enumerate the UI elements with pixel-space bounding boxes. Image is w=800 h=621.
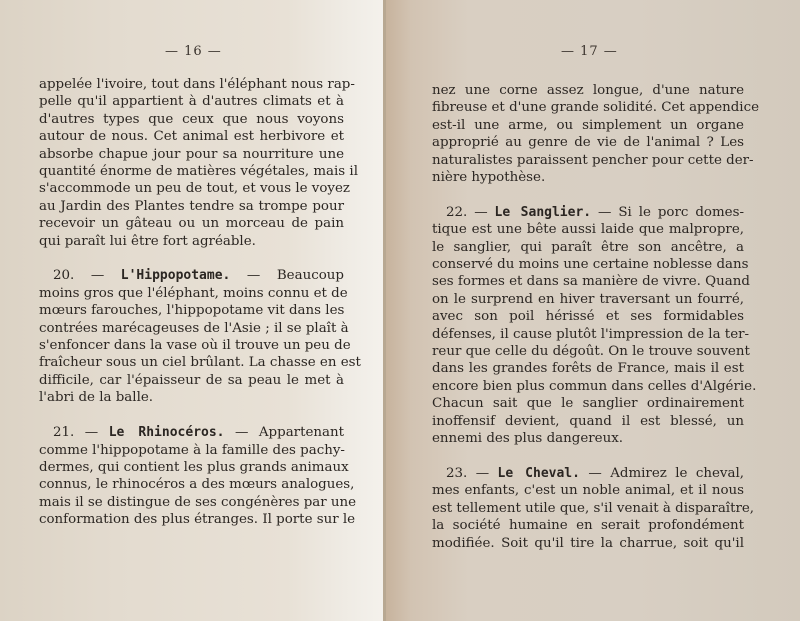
text-line: reur que celle du dégoût. On le trouve souvent (432, 344, 750, 360)
page-number: — 17 — (561, 44, 618, 59)
text-line: s'enfoncer dans la vase où il trouve un peu de (39, 338, 351, 354)
text-line: est-il une arme, ou simplement un organe (432, 117, 744, 133)
text-line: dermes, qui contient les plus grands animaux (39, 459, 349, 475)
text-line: comme l'hippopotame à la famille des pachy- (39, 442, 345, 458)
section-cheval (432, 465, 755, 552)
section-first-line (432, 465, 744, 482)
section-rhinoceros (39, 424, 357, 528)
text-line: quantité énorme de matières végétales, mais il (39, 164, 358, 180)
text-line: inoffensif devient, quand il est blessé, un (432, 413, 744, 429)
section-number: 20. — (53, 268, 105, 284)
text-line: au Jardin des Plantes tendre sa trompe pour (39, 198, 344, 214)
section-sanglier (432, 204, 757, 448)
text-line: mais il se distingue de ses congénères par une (39, 494, 357, 510)
section-first-line (432, 204, 744, 221)
text-line: le sanglier, qui paraît être son ancêtre, a (432, 239, 744, 255)
text-line: moins gros que l'éléphant, moins connu et de (39, 285, 348, 301)
section-heading: Le Rhinocéros. (108, 425, 225, 441)
text-line: l'abri de la balle. (39, 390, 154, 406)
text-line: connus, le rhinocéros a des mœurs analogues, (39, 477, 355, 493)
text-line: fraîcheur sous un ciel brûlant. La chasse en est (39, 355, 361, 371)
section-number: 23. — (446, 465, 490, 481)
page-number: — 16 — (165, 44, 222, 59)
text-line: nez une corne assez longue, d'une nature (432, 83, 744, 98)
section-hippopotame (39, 267, 361, 406)
paragraph-continuation (432, 82, 760, 186)
text-line: dans les grandes forêts de France, mais il est (432, 361, 744, 377)
text-line: avec son poil hérissé et ses formidables (432, 309, 744, 325)
text-line: autour de nous. Cet animal est herbivore et (39, 129, 344, 145)
section-first-line (39, 267, 344, 284)
text-line: ses formes et dans sa manière de vivre. Quand (432, 274, 750, 290)
page-text (39, 76, 361, 529)
left-page (0, 0, 383, 621)
text-line: contrées marécageuses de l'Asie ; il se plaît à (39, 320, 349, 336)
section-heading: Le Cheval. (497, 465, 580, 481)
text-line: mes enfants, c'est un noble animal, et il nous (432, 483, 744, 499)
text-line: on le surprend en hiver traversant un fourré, (432, 291, 744, 307)
text-line: absorbe chapue jour pour sa nourriture une (39, 146, 344, 162)
text-line: s'accommode un peu de tout, et vous le voyez (39, 181, 350, 197)
text-line: conformation des plus étranges. Il porte sur le (39, 512, 356, 528)
text-line: encore bien plus commun dans celles d'Algérie. (432, 378, 757, 394)
paragraph-continuation (39, 76, 358, 250)
section-number: 21. — (53, 425, 99, 441)
text-line: naturalistes paraissent pencher pour cette der- (432, 152, 754, 168)
text-line: ennemi des plus dangereux. (432, 431, 623, 447)
text-line: Chacun sait que le sanglier ordinairement (432, 396, 744, 412)
text-line: appelée l'ivoire, tout dans l'éléphant nous rap- (39, 77, 355, 92)
text-line: est tellement utile que, s'il venait à disparaître, (432, 500, 755, 516)
text-line: difficile, car l'épaisseur de sa peau le met à (39, 372, 344, 388)
right-page (386, 0, 800, 621)
text-line: pelle qu'il appartient à d'autres climats et à (39, 94, 344, 110)
section-heading: Le Sanglier. (494, 204, 592, 220)
text-line: mœurs farouches, l'hippopotame vit dans les (39, 303, 345, 319)
text-fragment: — Beaucoup (246, 268, 344, 284)
section-number: 22. — (446, 204, 488, 220)
text-line: tique est une bête aussi laide que malpropre, (432, 222, 744, 238)
text-line: modifiée. Soit qu'il tire la charrue, soit qu'il (432, 535, 744, 551)
text-line: conservé du moins une certaine noblesse dans (432, 257, 749, 273)
text-line: fibreuse et d'une grande solidité. Cet appendice (432, 100, 760, 116)
section-heading: L'Hippopotame. (120, 268, 231, 284)
text-line: défenses, il cause plutôt l'impression de la ter- (432, 326, 750, 342)
text-line: d'autres types que ceux que nous voyons (39, 111, 344, 127)
text-line: la société humaine en serait profondément (432, 518, 744, 534)
section-first-line (39, 424, 344, 441)
text-line: recevoir un gâteau ou un morceau de pain (39, 216, 344, 232)
text-line: nière hypothèse. (432, 170, 546, 186)
text-fragment: — Admirez le cheval, (588, 465, 744, 481)
text-fragment: — Si le porc domes- (598, 204, 744, 220)
page-text (432, 82, 760, 552)
text-line: approprié au genre de vie de l'animal ? Les (432, 135, 744, 151)
text-fragment: — Appartenant (235, 425, 344, 441)
text-line: qui paraît lui être fort agréable. (39, 233, 256, 249)
